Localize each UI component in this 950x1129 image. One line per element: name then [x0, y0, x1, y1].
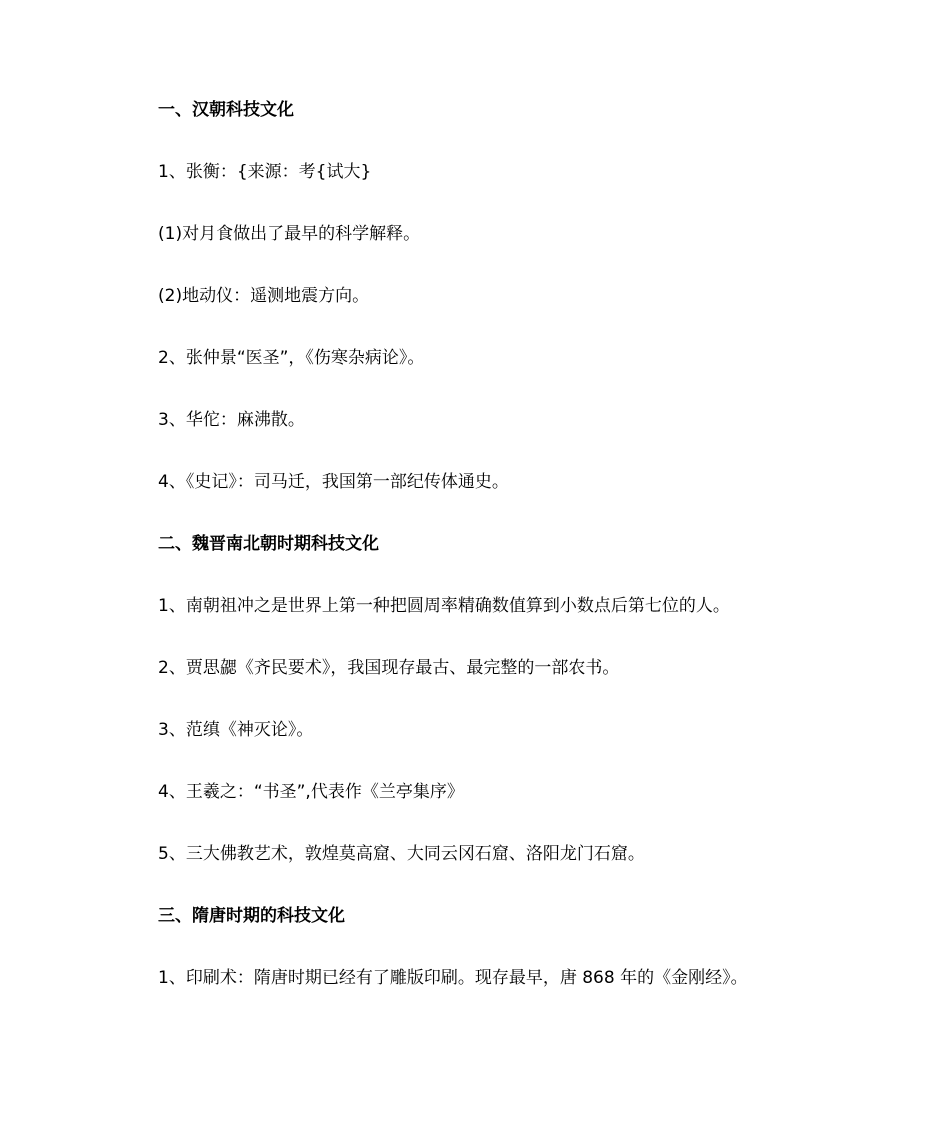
section-heading: 三、隋唐时期的科技文化 [158, 906, 345, 926]
paragraph: 1、印刷术：隋唐时期已经有了雕版印刷。现存最早，唐 868 年的《金刚经》。 [158, 968, 748, 988]
paragraph: 1、张衡：{来源：考{试大} [158, 162, 372, 182]
section-heading: 二、魏晋南北朝时期科技文化 [158, 534, 379, 554]
paragraph: 4、《史记》：司马迁，我国第一部纪传体通史。 [158, 472, 509, 492]
section-heading: 一、汉朝科技文化 [158, 100, 294, 120]
paragraph: 2、贾思勰《齐民要术》，我国现存最古、最完整的一部农书。 [158, 658, 620, 678]
paragraph: 3、华佗：麻沸散。 [158, 410, 305, 430]
paragraph: 5、三大佛教艺术，敦煌莫高窟、大同云冈石窟、洛阳龙门石窟。 [158, 844, 645, 864]
paragraph: 1、南朝祖冲之是世界上第一种把圆周率精确数值算到小数点后第七位的人。 [158, 596, 730, 616]
paragraph: (2)地动仪：遥测地震方向。 [158, 286, 370, 306]
paragraph: 4、王羲之：“书圣”,代表作《兰亭集序》 [158, 782, 464, 802]
paragraph: 2、张仲景“医圣”，《伤寒杂病论》。 [158, 348, 425, 368]
paragraph: 3、范缜《神灭论》。 [158, 720, 314, 740]
paragraph: (1)对月食做出了最早的科学解释。 [158, 224, 421, 244]
